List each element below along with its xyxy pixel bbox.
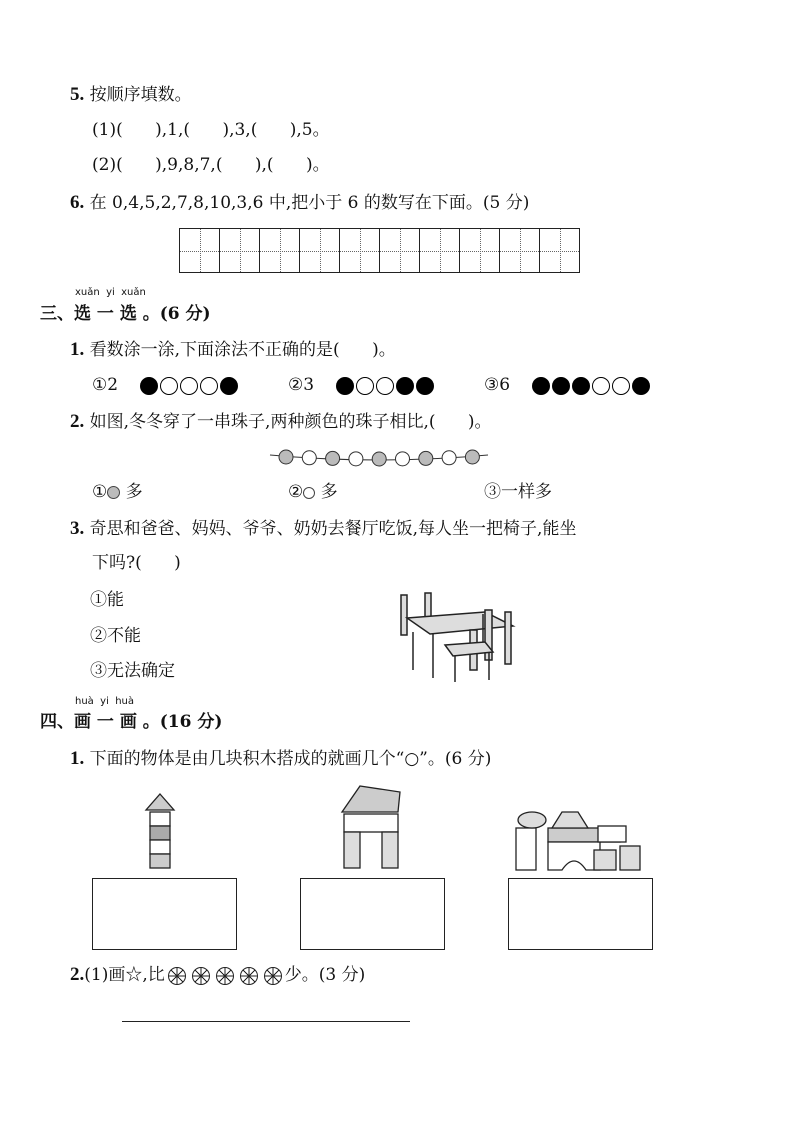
filled-circle-icon xyxy=(140,377,158,395)
empty-circle-icon xyxy=(592,377,610,395)
grid-cell[interactable] xyxy=(460,229,500,272)
s4q2-number: 2. xyxy=(70,964,85,985)
filled-circle-icon xyxy=(632,377,650,395)
sec4-pinyin: huà yi huà xyxy=(75,696,135,707)
empty-circle-icon xyxy=(160,377,178,395)
answer-box-3[interactable] xyxy=(508,878,653,950)
s3q1-text: 看数涂一涂,下面涂法不正确的是( )。 xyxy=(89,340,396,360)
empty-circle-icon xyxy=(180,377,198,395)
bead-string xyxy=(268,445,490,471)
option-label: ②3 xyxy=(288,375,315,395)
s3q3-text: 奇思和爸爸、妈妈、爷爷、奶奶去餐厅吃饭,每人坐一把椅子,能坐 xyxy=(89,519,577,539)
filled-circle-icon xyxy=(572,377,590,395)
s3q1-option-1[interactable] xyxy=(92,375,238,395)
s3q3-number: 3. xyxy=(70,518,85,539)
option-label: ① xyxy=(92,482,108,502)
gray-bead xyxy=(372,452,386,466)
q5-line1: (1)( ),1,( ),3,( ),5。 xyxy=(92,120,330,140)
q5-line2: (2)( ),9,8,7,( ),( )。 xyxy=(92,155,330,175)
s3q1-heading xyxy=(70,340,396,360)
gray-bead xyxy=(279,450,293,464)
circle-pattern xyxy=(140,377,238,395)
grid-cell[interactable] xyxy=(340,229,380,272)
option-label: ①2 xyxy=(92,375,119,395)
s4q2-text-b: 少。(3 分) xyxy=(284,965,366,985)
s3q3-text2: 下吗?( ) xyxy=(92,553,181,573)
s3q3-option-2[interactable]: ②不能 xyxy=(90,626,141,646)
option-text: 多 xyxy=(125,482,143,502)
s3q2-option-1[interactable] xyxy=(92,482,143,502)
circle-pattern xyxy=(532,377,650,395)
grid-cell[interactable] xyxy=(300,229,340,272)
empty-circle-icon xyxy=(356,377,374,395)
empty-circle-icon xyxy=(200,377,218,395)
sec3-pinyin: xuǎn yi xuǎn xyxy=(75,287,146,298)
s3q1-option-3[interactable] xyxy=(484,375,650,395)
q6-heading xyxy=(70,193,529,213)
filled-circle-icon xyxy=(220,377,238,395)
s3q2-text: 如图,冬冬穿了一串珠子,两种颜色的珠子相比,( )。 xyxy=(89,412,492,432)
grid-cell[interactable] xyxy=(220,229,260,272)
answer-line[interactable] xyxy=(122,1021,410,1022)
empty-circle-icon xyxy=(612,377,630,395)
wheel-icons xyxy=(165,965,285,985)
q5-number: 5. xyxy=(70,84,85,105)
gray-bead xyxy=(465,450,479,464)
block-house-illustration xyxy=(340,784,404,872)
s4q1-text: 下面的物体是由几块积木搭成的就画几个“○”。(6 分) xyxy=(89,749,492,769)
filled-circle-icon xyxy=(552,377,570,395)
table-chairs-illustration xyxy=(385,590,525,682)
white-bead xyxy=(396,452,410,466)
wheel-icon xyxy=(264,967,282,985)
white-bead xyxy=(302,451,316,465)
s3q1-option-2[interactable] xyxy=(288,375,434,395)
white-bead-icon xyxy=(303,487,315,499)
block-set-illustration xyxy=(514,808,644,872)
gray-bead xyxy=(419,451,433,465)
grid-cell[interactable] xyxy=(420,229,460,272)
s4q1-heading xyxy=(70,749,491,769)
wheel-icon xyxy=(192,967,210,985)
white-bead xyxy=(442,451,456,465)
sec4-title: 四、画 一 画 。(16 分) xyxy=(40,712,223,732)
block-tower-illustration xyxy=(140,792,180,872)
q6-text: 在 0,4,5,2,7,8,10,3,6 中,把小于 6 的数写在下面。(5 分) xyxy=(89,193,530,213)
filled-circle-icon xyxy=(396,377,414,395)
grid-cell[interactable] xyxy=(180,229,220,272)
filled-circle-icon xyxy=(532,377,550,395)
q5-text: 按顺序填数。 xyxy=(89,85,192,105)
s3q2-option-2[interactable] xyxy=(288,482,338,502)
sec3-title: 三、选 一 选 。(6 分) xyxy=(40,304,211,324)
q6-number: 6. xyxy=(70,192,85,213)
gray-bead xyxy=(326,451,340,465)
answer-grid[interactable] xyxy=(179,228,580,273)
wheel-icon xyxy=(216,967,234,985)
answer-box-1[interactable] xyxy=(92,878,237,950)
grid-cell[interactable] xyxy=(500,229,540,272)
grid-cell[interactable] xyxy=(380,229,420,272)
s3q2-option-3[interactable]: ③一样多 xyxy=(484,482,552,502)
filled-circle-icon xyxy=(336,377,354,395)
s3q1-number: 1. xyxy=(70,339,85,360)
s4q2-heading xyxy=(70,965,365,985)
s4q2-text-a: (1)画☆,比 xyxy=(84,965,165,985)
option-label: ② xyxy=(288,482,304,502)
option-label: ③6 xyxy=(484,375,511,395)
s3q2-number: 2. xyxy=(70,411,85,432)
white-bead xyxy=(349,452,363,466)
answer-box-2[interactable] xyxy=(300,878,445,950)
option-text: 多 xyxy=(320,482,338,502)
gray-bead-icon xyxy=(107,486,120,499)
grid-cell[interactable] xyxy=(540,229,579,272)
s3q3-option-3[interactable]: ③无法确定 xyxy=(90,661,175,681)
wheel-icon xyxy=(240,967,258,985)
circle-pattern xyxy=(336,377,434,395)
wheel-icon xyxy=(168,967,186,985)
grid-cell[interactable] xyxy=(260,229,300,272)
filled-circle-icon xyxy=(416,377,434,395)
q5-heading xyxy=(70,85,192,105)
s3q3-option-1[interactable]: ①能 xyxy=(90,590,124,610)
s3q3-heading xyxy=(70,519,576,539)
s4q1-number: 1. xyxy=(70,748,85,769)
s3q2-heading xyxy=(70,412,492,432)
empty-circle-icon xyxy=(376,377,394,395)
